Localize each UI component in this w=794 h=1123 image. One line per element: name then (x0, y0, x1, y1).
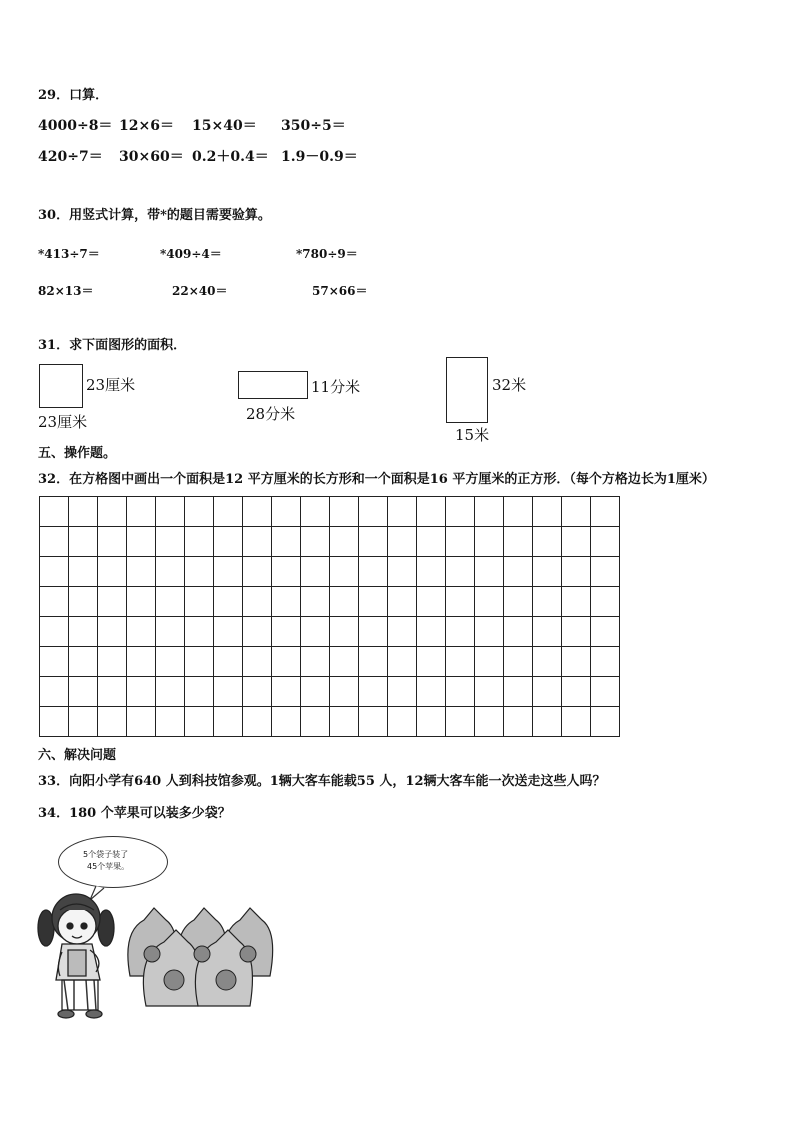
grid-cell[interactable] (591, 677, 620, 707)
girl-icon (38, 894, 114, 1018)
grid-cell[interactable] (40, 557, 69, 587)
grid-cell[interactable] (562, 497, 591, 527)
grid-cell[interactable] (388, 557, 417, 587)
grid-cell[interactable] (272, 527, 301, 557)
grid-cell[interactable] (185, 707, 214, 737)
q32-title: 32．在方格图中画出一个面积是12 平方厘米的长方形和一个面积是16 平方厘米的正方形．（每个方格边长为1厘米） (38, 472, 715, 487)
grid-cell[interactable] (98, 497, 127, 527)
grid-cell[interactable] (359, 557, 388, 587)
grid-cell[interactable] (446, 647, 475, 677)
grid-cell[interactable] (243, 557, 272, 587)
grid-cell[interactable] (475, 527, 504, 557)
grid-cell[interactable] (156, 497, 185, 527)
grid-cell[interactable] (591, 587, 620, 617)
grid-cell[interactable] (388, 527, 417, 557)
tall-rectangle-figure (446, 357, 488, 423)
q29-item: 15×40＝ (192, 118, 257, 134)
grid-cell[interactable] (214, 647, 243, 677)
grid-row (40, 617, 620, 647)
grid-cell[interactable] (69, 527, 98, 557)
grid-cell[interactable] (69, 617, 98, 647)
grid-cell[interactable] (591, 617, 620, 647)
grid-cell[interactable] (127, 617, 156, 647)
grid-row (40, 647, 620, 677)
grid-cell[interactable] (533, 587, 562, 617)
grid-cell[interactable] (533, 527, 562, 557)
grid-cell[interactable] (272, 557, 301, 587)
grid-cell[interactable] (359, 527, 388, 557)
grid-cell[interactable] (156, 707, 185, 737)
grid-cell[interactable] (243, 617, 272, 647)
grid-cell[interactable] (243, 647, 272, 677)
q34-title: 34．180 个苹果可以装多少袋？ (38, 806, 231, 821)
grid-cell[interactable] (272, 677, 301, 707)
grid-cell[interactable] (417, 707, 446, 737)
grid-cell[interactable] (185, 587, 214, 617)
grid-cell[interactable] (214, 587, 243, 617)
grid-cell[interactable] (301, 527, 330, 557)
grid-cell[interactable] (156, 617, 185, 647)
grid-cell[interactable] (591, 647, 620, 677)
q30-title: 30．用竖式计算，带*的题目需要验算。 (38, 208, 271, 223)
q30-item: 22×40＝ (172, 284, 228, 298)
rectangle-figure (238, 371, 308, 399)
grid-cell[interactable] (272, 617, 301, 647)
grid-cell[interactable] (475, 557, 504, 587)
grid-cell[interactable] (417, 647, 446, 677)
grid-cell[interactable] (330, 617, 359, 647)
grid-cell[interactable] (243, 497, 272, 527)
q30-item: *413÷7＝ (38, 247, 100, 261)
grid-cell[interactable] (127, 557, 156, 587)
grid-cell[interactable] (562, 707, 591, 737)
grid-cell[interactable] (504, 497, 533, 527)
grid-cell[interactable] (591, 557, 620, 587)
grid-cell[interactable] (533, 557, 562, 587)
grid-cell[interactable] (301, 647, 330, 677)
grid-cell[interactable] (214, 557, 243, 587)
rectangle-width-label: 11分米 (311, 378, 361, 396)
grid-cell[interactable] (156, 587, 185, 617)
q30-item: 57×66＝ (312, 284, 368, 298)
q29-item: 12×6＝ (119, 118, 174, 134)
grid-cell[interactable] (69, 557, 98, 587)
q29-item: 420÷7＝ (38, 149, 103, 165)
grid-cell[interactable] (388, 617, 417, 647)
grid-cell[interactable] (127, 497, 156, 527)
grid-cell[interactable] (388, 677, 417, 707)
grid-cell[interactable] (359, 677, 388, 707)
square-figure (39, 364, 83, 408)
grid-cell[interactable] (185, 647, 214, 677)
grid-cell[interactable] (69, 497, 98, 527)
grid-cell[interactable] (562, 677, 591, 707)
grid-cell[interactable] (40, 677, 69, 707)
grid-cell[interactable] (301, 587, 330, 617)
grid-cell[interactable] (330, 647, 359, 677)
grid-cell[interactable] (156, 557, 185, 587)
grid-cell[interactable] (214, 707, 243, 737)
grid-cell[interactable] (533, 647, 562, 677)
grid-cell[interactable] (504, 557, 533, 587)
grid-cell[interactable] (330, 677, 359, 707)
q29-item: 4000÷8＝ (38, 118, 113, 134)
grid-cell[interactable] (330, 497, 359, 527)
q30-item: *409÷4＝ (160, 247, 222, 261)
grid-cell[interactable] (446, 557, 475, 587)
grid-cell[interactable] (446, 617, 475, 647)
grid-cell[interactable] (330, 707, 359, 737)
grid-cell[interactable] (388, 497, 417, 527)
section-six-heading: 六、解决问题 (38, 748, 117, 763)
grid-cell[interactable] (272, 707, 301, 737)
square-grid[interactable] (39, 496, 620, 737)
grid-cell[interactable] (156, 647, 185, 677)
grid-row (40, 677, 620, 707)
grid-cell[interactable] (417, 557, 446, 587)
square-side-label: 23厘米 (86, 376, 136, 394)
grid-cell[interactable] (359, 647, 388, 677)
grid-cell[interactable] (446, 497, 475, 527)
grid-cell[interactable] (214, 617, 243, 647)
grid-cell[interactable] (330, 587, 359, 617)
grid-cell[interactable] (475, 497, 504, 527)
q29-item: 350÷5＝ (281, 118, 346, 134)
grid-cell[interactable] (504, 707, 533, 737)
grid-row (40, 587, 620, 617)
grid-cell[interactable] (127, 587, 156, 617)
grid-cell[interactable] (40, 707, 69, 737)
grid-cell[interactable] (272, 647, 301, 677)
square-bottom-label: 23厘米 (38, 413, 88, 431)
grid-cell[interactable] (272, 587, 301, 617)
grid-cell[interactable] (475, 677, 504, 707)
grid-cell[interactable] (562, 527, 591, 557)
grid-cell[interactable] (591, 707, 620, 737)
grid-cell[interactable] (301, 707, 330, 737)
grid-cell[interactable] (533, 677, 562, 707)
grid-cell[interactable] (301, 677, 330, 707)
grid-cell[interactable] (591, 527, 620, 557)
grid-cell[interactable] (504, 617, 533, 647)
grid-cell[interactable] (301, 617, 330, 647)
q33-title: 33．向阳小学有640 人到科技馆参观。1辆大客车能载55 人，12辆大客车能一次送走这些人吗？ (38, 774, 606, 789)
grid-cell[interactable] (504, 677, 533, 707)
section-five-heading: 五、操作题。 (38, 446, 117, 461)
grid-cell[interactable] (359, 617, 388, 647)
grid-row (40, 497, 620, 527)
grid-cell[interactable] (98, 527, 127, 557)
grid-row (40, 557, 620, 587)
grid-cell[interactable] (185, 527, 214, 557)
grid-cell[interactable] (417, 527, 446, 557)
grid-cell[interactable] (40, 647, 69, 677)
rectangle-length-label: 28分米 (246, 405, 296, 423)
grid-cell[interactable] (127, 647, 156, 677)
grid-cell[interactable] (533, 497, 562, 527)
grid-cell[interactable] (330, 527, 359, 557)
grid-cell[interactable] (98, 617, 127, 647)
grid-cell[interactable] (562, 617, 591, 647)
q29-item: 30×60＝ (119, 149, 184, 165)
q30-item: 82×13＝ (38, 284, 94, 298)
grid-cell[interactable] (98, 587, 127, 617)
grid-cell[interactable] (388, 707, 417, 737)
grid-cell[interactable] (40, 587, 69, 617)
grid-cell[interactable] (475, 617, 504, 647)
grid-cell[interactable] (417, 497, 446, 527)
grid-cell[interactable] (243, 527, 272, 557)
grid-cell[interactable] (98, 647, 127, 677)
grid-cell[interactable] (214, 677, 243, 707)
grid-cell[interactable] (417, 677, 446, 707)
grid-cell[interactable] (127, 677, 156, 707)
grid-cell[interactable] (156, 677, 185, 707)
q29-item: 0.2＋0.4＝ (192, 149, 269, 165)
grid-cell[interactable] (475, 647, 504, 677)
grid-cell[interactable] (446, 527, 475, 557)
grid-cell[interactable] (185, 617, 214, 647)
grid-cell[interactable] (156, 527, 185, 557)
grid-cell[interactable] (417, 617, 446, 647)
grid-cell[interactable] (533, 707, 562, 737)
bubble-line: 5个袋子装了 (83, 850, 129, 859)
tall-rectangle-width-label: 15米 (455, 426, 490, 444)
grid-cell[interactable] (562, 587, 591, 617)
grid-cell[interactable] (98, 557, 127, 587)
grid-cell[interactable] (446, 677, 475, 707)
grid-cell[interactable] (504, 647, 533, 677)
grid-cell[interactable] (504, 527, 533, 557)
grid-cell[interactable] (40, 497, 69, 527)
grid-cell[interactable] (98, 677, 127, 707)
grid-cell[interactable] (272, 497, 301, 527)
q31-title: 31．求下面图形的面积． (38, 338, 187, 353)
grid-cell[interactable] (127, 707, 156, 737)
grid-cell[interactable] (533, 617, 562, 647)
grid-cell[interactable] (417, 587, 446, 617)
grid-cell[interactable] (359, 587, 388, 617)
grid-cell[interactable] (40, 617, 69, 647)
grid-cell[interactable] (591, 497, 620, 527)
grid-row (40, 707, 620, 737)
grid-cell[interactable] (185, 677, 214, 707)
grid-cell[interactable] (185, 497, 214, 527)
grid-cell[interactable] (185, 557, 214, 587)
grid-cell[interactable] (40, 527, 69, 557)
grid-cell[interactable] (214, 527, 243, 557)
grid-row (40, 527, 620, 557)
grid-cell[interactable] (359, 497, 388, 527)
bubble-line: 45个苹果。 (87, 862, 130, 871)
girl-and-apple-bags-illustration (34, 880, 294, 1025)
grid-cell[interactable] (243, 587, 272, 617)
q30-item: *780÷9＝ (296, 247, 358, 261)
grid-cell[interactable] (243, 707, 272, 737)
grid-cell[interactable] (98, 707, 127, 737)
grid-cell[interactable] (446, 707, 475, 737)
q29-title: 29．口算． (38, 88, 109, 103)
q29-item: 1.9－0.9＝ (281, 149, 358, 165)
grid-cell[interactable] (446, 587, 475, 617)
grid-cell[interactable] (388, 587, 417, 617)
grid-cell[interactable] (359, 707, 388, 737)
grid-cell[interactable] (562, 647, 591, 677)
grid-cell[interactable] (214, 497, 243, 527)
grid-cell[interactable] (562, 557, 591, 587)
grid-cell[interactable] (69, 587, 98, 617)
grid-cell[interactable] (243, 677, 272, 707)
grid-cell[interactable] (69, 707, 98, 737)
grid-cell[interactable] (127, 527, 156, 557)
grid-cell[interactable] (475, 707, 504, 737)
grid-cell[interactable] (301, 497, 330, 527)
grid-cell[interactable] (475, 587, 504, 617)
grid-cell[interactable] (301, 557, 330, 587)
grid-cell[interactable] (330, 557, 359, 587)
tall-rectangle-height-label: 32米 (492, 376, 527, 394)
grid-cell[interactable] (69, 647, 98, 677)
grid-cell[interactable] (388, 647, 417, 677)
grid-cell[interactable] (504, 587, 533, 617)
grid-cell[interactable] (69, 677, 98, 707)
